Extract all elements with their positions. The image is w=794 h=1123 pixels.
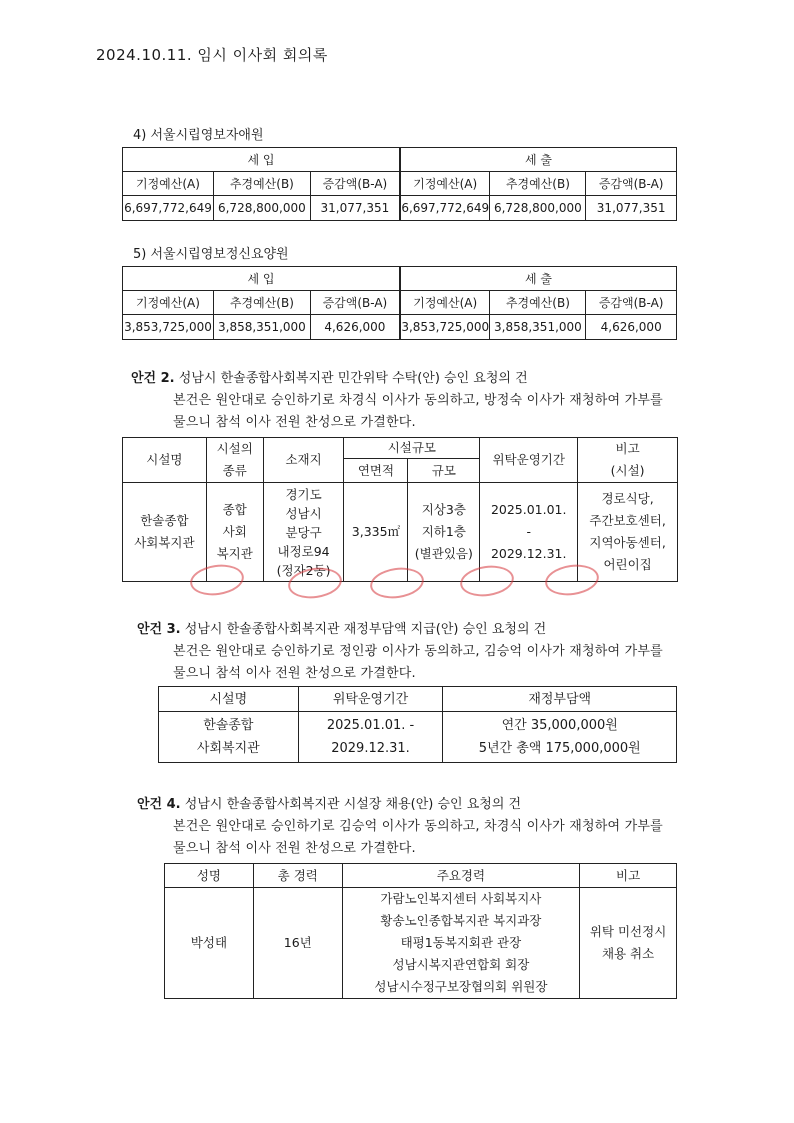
col-header: 증감액(B-A): [586, 172, 677, 196]
item4-label: 안건 4.: [137, 797, 181, 812]
item2-body-line2: 물으니 참석 이사 전원 찬성으로 가결한다.: [173, 415, 416, 430]
cell-size: 지상3층 지하1층 (별관있음): [408, 483, 480, 582]
cell-note: 위탁 미선정시 채용 취소: [580, 888, 677, 999]
cell-area: 3,335㎡: [344, 483, 408, 582]
hdr-period: 위탁운영기간: [298, 687, 443, 712]
col-header: 추경예산(B): [490, 172, 586, 196]
item2-heading: [131, 367, 528, 386]
hdr-name: 시설명: [159, 687, 299, 712]
col-header: 추경예산(B): [490, 291, 586, 315]
hdr-amount: 재정부담액: [443, 687, 677, 712]
cell-name: 한솔종합 사회복지관: [159, 712, 299, 763]
cell-period: 2025.01.01. - 2029.12.31.: [298, 712, 443, 763]
item4-body-line2: 물으니 참석 이사 전원 찬성으로 가결한다.: [173, 841, 416, 856]
item3-budget-table: [158, 686, 677, 763]
col-header: 기정예산(A): [400, 291, 490, 315]
cell-name: 한솔종합 사회복지관: [123, 483, 207, 582]
item4-candidate-table: [164, 863, 677, 999]
col-header: 증감액(B-A): [586, 291, 677, 315]
item3-title: 성남시 한솔종합사회복지관 재정부담액 지급(안) 승인 요청의 건: [184, 622, 547, 637]
item2-facility-table: [122, 437, 678, 582]
hdr-name: 시설명: [123, 438, 207, 483]
item4-heading: [137, 793, 521, 812]
section4-budget-table: [122, 147, 677, 221]
value-cell: 31,077,351: [310, 196, 400, 221]
col-header: 기정예산(A): [400, 172, 490, 196]
hdr-career-years: 총 경력: [253, 864, 342, 888]
item3-body-line1: 본건은 원안대로 승인하기로 정인광 이사가 동의하고, 김승억 이사가 재청하여 가부를: [173, 644, 663, 659]
item2-body-line1: 본건은 원안대로 승인하기로 차경식 이사가 동의하고, 방정숙 이사가 재청하여 가부를: [173, 393, 663, 408]
value-cell: 6,697,772,649: [123, 196, 214, 221]
hdr-size: 규모: [408, 459, 480, 483]
value-cell: 3,853,725,000: [123, 315, 214, 340]
item2-title: 성남시 한솔종합사회복지관 민간위탁 수탁(안) 승인 요청의 건: [178, 371, 528, 386]
value-cell: 4,626,000: [310, 315, 400, 340]
expense-header: 세 출: [400, 267, 677, 291]
col-header: 추경예산(B): [213, 291, 310, 315]
value-cell: 6,728,800,000: [213, 196, 310, 221]
section5-title: 5) 서울시립영보정신요양원: [133, 247, 289, 262]
hdr-location: 소재지: [263, 438, 344, 483]
item4-title: 성남시 한솔종합사회복지관 시설장 채용(안) 승인 요청의 건: [184, 797, 522, 812]
section4-title: 4) 서울시립영보자애원: [133, 128, 264, 143]
hdr-scale: 시설규모: [344, 438, 480, 459]
cell-note: 경로식당, 주간보호센터, 지역아동센터, 어린이집: [578, 483, 678, 582]
hdr-name: 성명: [165, 864, 254, 888]
value-cell: 3,858,351,000: [490, 315, 586, 340]
cell-amount: 연간 35,000,000원 5년간 총액 175,000,000원: [443, 712, 677, 763]
hdr-area: 연면적: [344, 459, 408, 483]
value-cell: 3,858,351,000: [213, 315, 310, 340]
page-header: 2024.10.11. 임시 이사회 회의록: [96, 46, 328, 64]
col-header: 추경예산(B): [213, 172, 310, 196]
col-header: 기정예산(A): [123, 172, 214, 196]
cell-name: 박성태: [165, 888, 254, 999]
value-cell: 4,626,000: [586, 315, 677, 340]
item3-heading: [137, 618, 546, 637]
hdr-period: 위탁운영기간: [480, 438, 578, 483]
cell-career: 가람노인복지센터 사회복지사 황송노인종합복지관 복지과장 태평1동복지회관 관장 성남시복지관연합회 회장 성남시수정구보장협의회 위원장: [342, 888, 580, 999]
section5-budget-table: [122, 266, 677, 340]
item2-label: 안건 2.: [131, 371, 175, 386]
hdr-note: 비고 (시설): [578, 438, 678, 483]
cell-type: 종합 사회 복지관: [206, 483, 263, 582]
income-header: 세 입: [123, 148, 400, 172]
cell-career-years: 16년: [253, 888, 342, 999]
value-cell: 6,697,772,649: [400, 196, 490, 221]
col-header: 증감액(B-A): [310, 291, 400, 315]
value-cell: 3,853,725,000: [400, 315, 490, 340]
expense-header: 세 출: [400, 148, 677, 172]
value-cell: 31,077,351: [586, 196, 677, 221]
item3-label: 안건 3.: [137, 622, 181, 637]
income-header: 세 입: [123, 267, 400, 291]
hdr-type: 시설의 종류: [206, 438, 263, 483]
hdr-note: 비고: [580, 864, 677, 888]
cell-period: 2025.01.01. - 2029.12.31.: [480, 483, 578, 582]
value-cell: 6,728,800,000: [490, 196, 586, 221]
item3-body-line2: 물으니 참석 이사 전원 찬성으로 가결한다.: [173, 666, 416, 681]
cell-location: 경기도 성남시 분당구 내정로94 (정자2동): [263, 483, 344, 582]
col-header: 증감액(B-A): [310, 172, 400, 196]
col-header: 기정예산(A): [123, 291, 214, 315]
item4-body-line1: 본건은 원안대로 승인하기로 김승억 이사가 동의하고, 차경식 이사가 재청하여 가부를: [173, 819, 663, 834]
hdr-career: 주요경력: [342, 864, 580, 888]
